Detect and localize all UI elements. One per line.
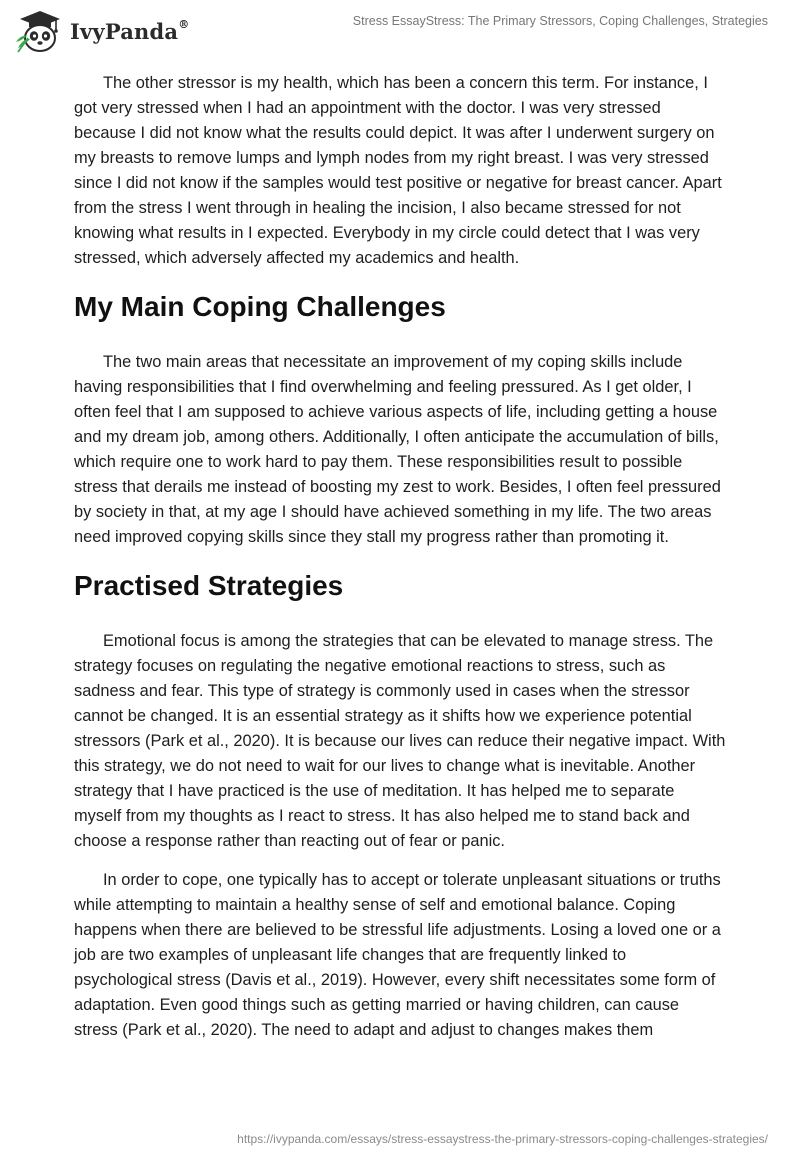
ivypanda-logo[interactable] — [14, 8, 189, 54]
paragraph-coping-definition: In order to cope, one typically has to accept or tolerate unpleasant situations or truths while attempting to maintain a healthy sense of self and emotional balance. Coping happens when there are believed to be stressful life adjustments. Losing a loved one or a job are two examples of unpleasant life changes that are frequently linked to psychological stress (Davis et al., 2019). However, every shift necessitates some form of adaptation. Even good things such as getting married or having children, can cause stress (Park et al., 2020). The need to adapt and adjust to changes makes them — [74, 871, 721, 1039]
panda-mascot-icon — [14, 8, 64, 54]
paragraph-health-stressor: The other stressor is my health, which has been a concern this term. For instance, I got very stressed when I had an appointment with the doctor. I was very stressed because I did not know what the results could depict. It was after I underwent surgery on my breasts to remove lumps and lymph nodes from my right breast. I was very stressed since I did not know if the samples would test positive or negative for breast cancer. Apart from the stress I went through in healing the incision, I also became stressed for not knowing what results in I expected. Everybody in my circle could detect that I was very stressed, which adversely affected my academics and health. — [74, 74, 722, 267]
brand-name: IvyPanda® — [70, 17, 190, 44]
source-url[interactable]: https://ivypanda.com/essays/stress-essaystress-the-primary-stressors-coping-challenges-strategies/ — [237, 1132, 768, 1146]
essay-body — [74, 71, 726, 1057]
heading-coping-challenges: My Main Coping Challenges — [74, 291, 446, 322]
paragraph-emotional-focus: Emotional focus is among the strategies that can be elevated to manage stress. The strategy focuses on regulating the negative emotional reactions to stress, such as sadness and fear. This type of strategy is commonly used in cases when the stressor cannot be changed. It is an essential strategy as it shifts how we experience potential stressors (Park et al., 2020). It is because our lives can reduce their negative impact. With this strategy, we do not need to wait for our lives to change what is inevitable. Another strategy that I have practiced is the use of meditation. It has helped me to separate myself from my thoughts as I react to stress. It has also helped me to stand back and choose a response rather than reacting out of fear or panic. — [74, 632, 726, 850]
heading-practised-strategies: Practised Strategies — [74, 570, 344, 601]
paragraph-coping-challenges: The two main areas that necessitate an improvement of my coping skills include having responsibilities that I find overwhelming and feeling pressured. As I get older, I often feel that I am supposed to achieve various aspects of life, including getting a house and my dream job, among others. Additionally, I often anticipate the accumulation of bills, which require one to work hard to pay them. These responsibilities result to possible stress that derails me instead of boosting my zest to work. Besides, I often feel pressured by society in that, at my age I should have achieved something in my life. The two areas need improved copying skills since they stall my progress rather than promoting it. — [74, 353, 721, 546]
page-header — [0, 0, 800, 64]
document-title: Stress EssayStress: The Primary Stressors, Coping Challenges, Strategies — [352, 14, 768, 28]
